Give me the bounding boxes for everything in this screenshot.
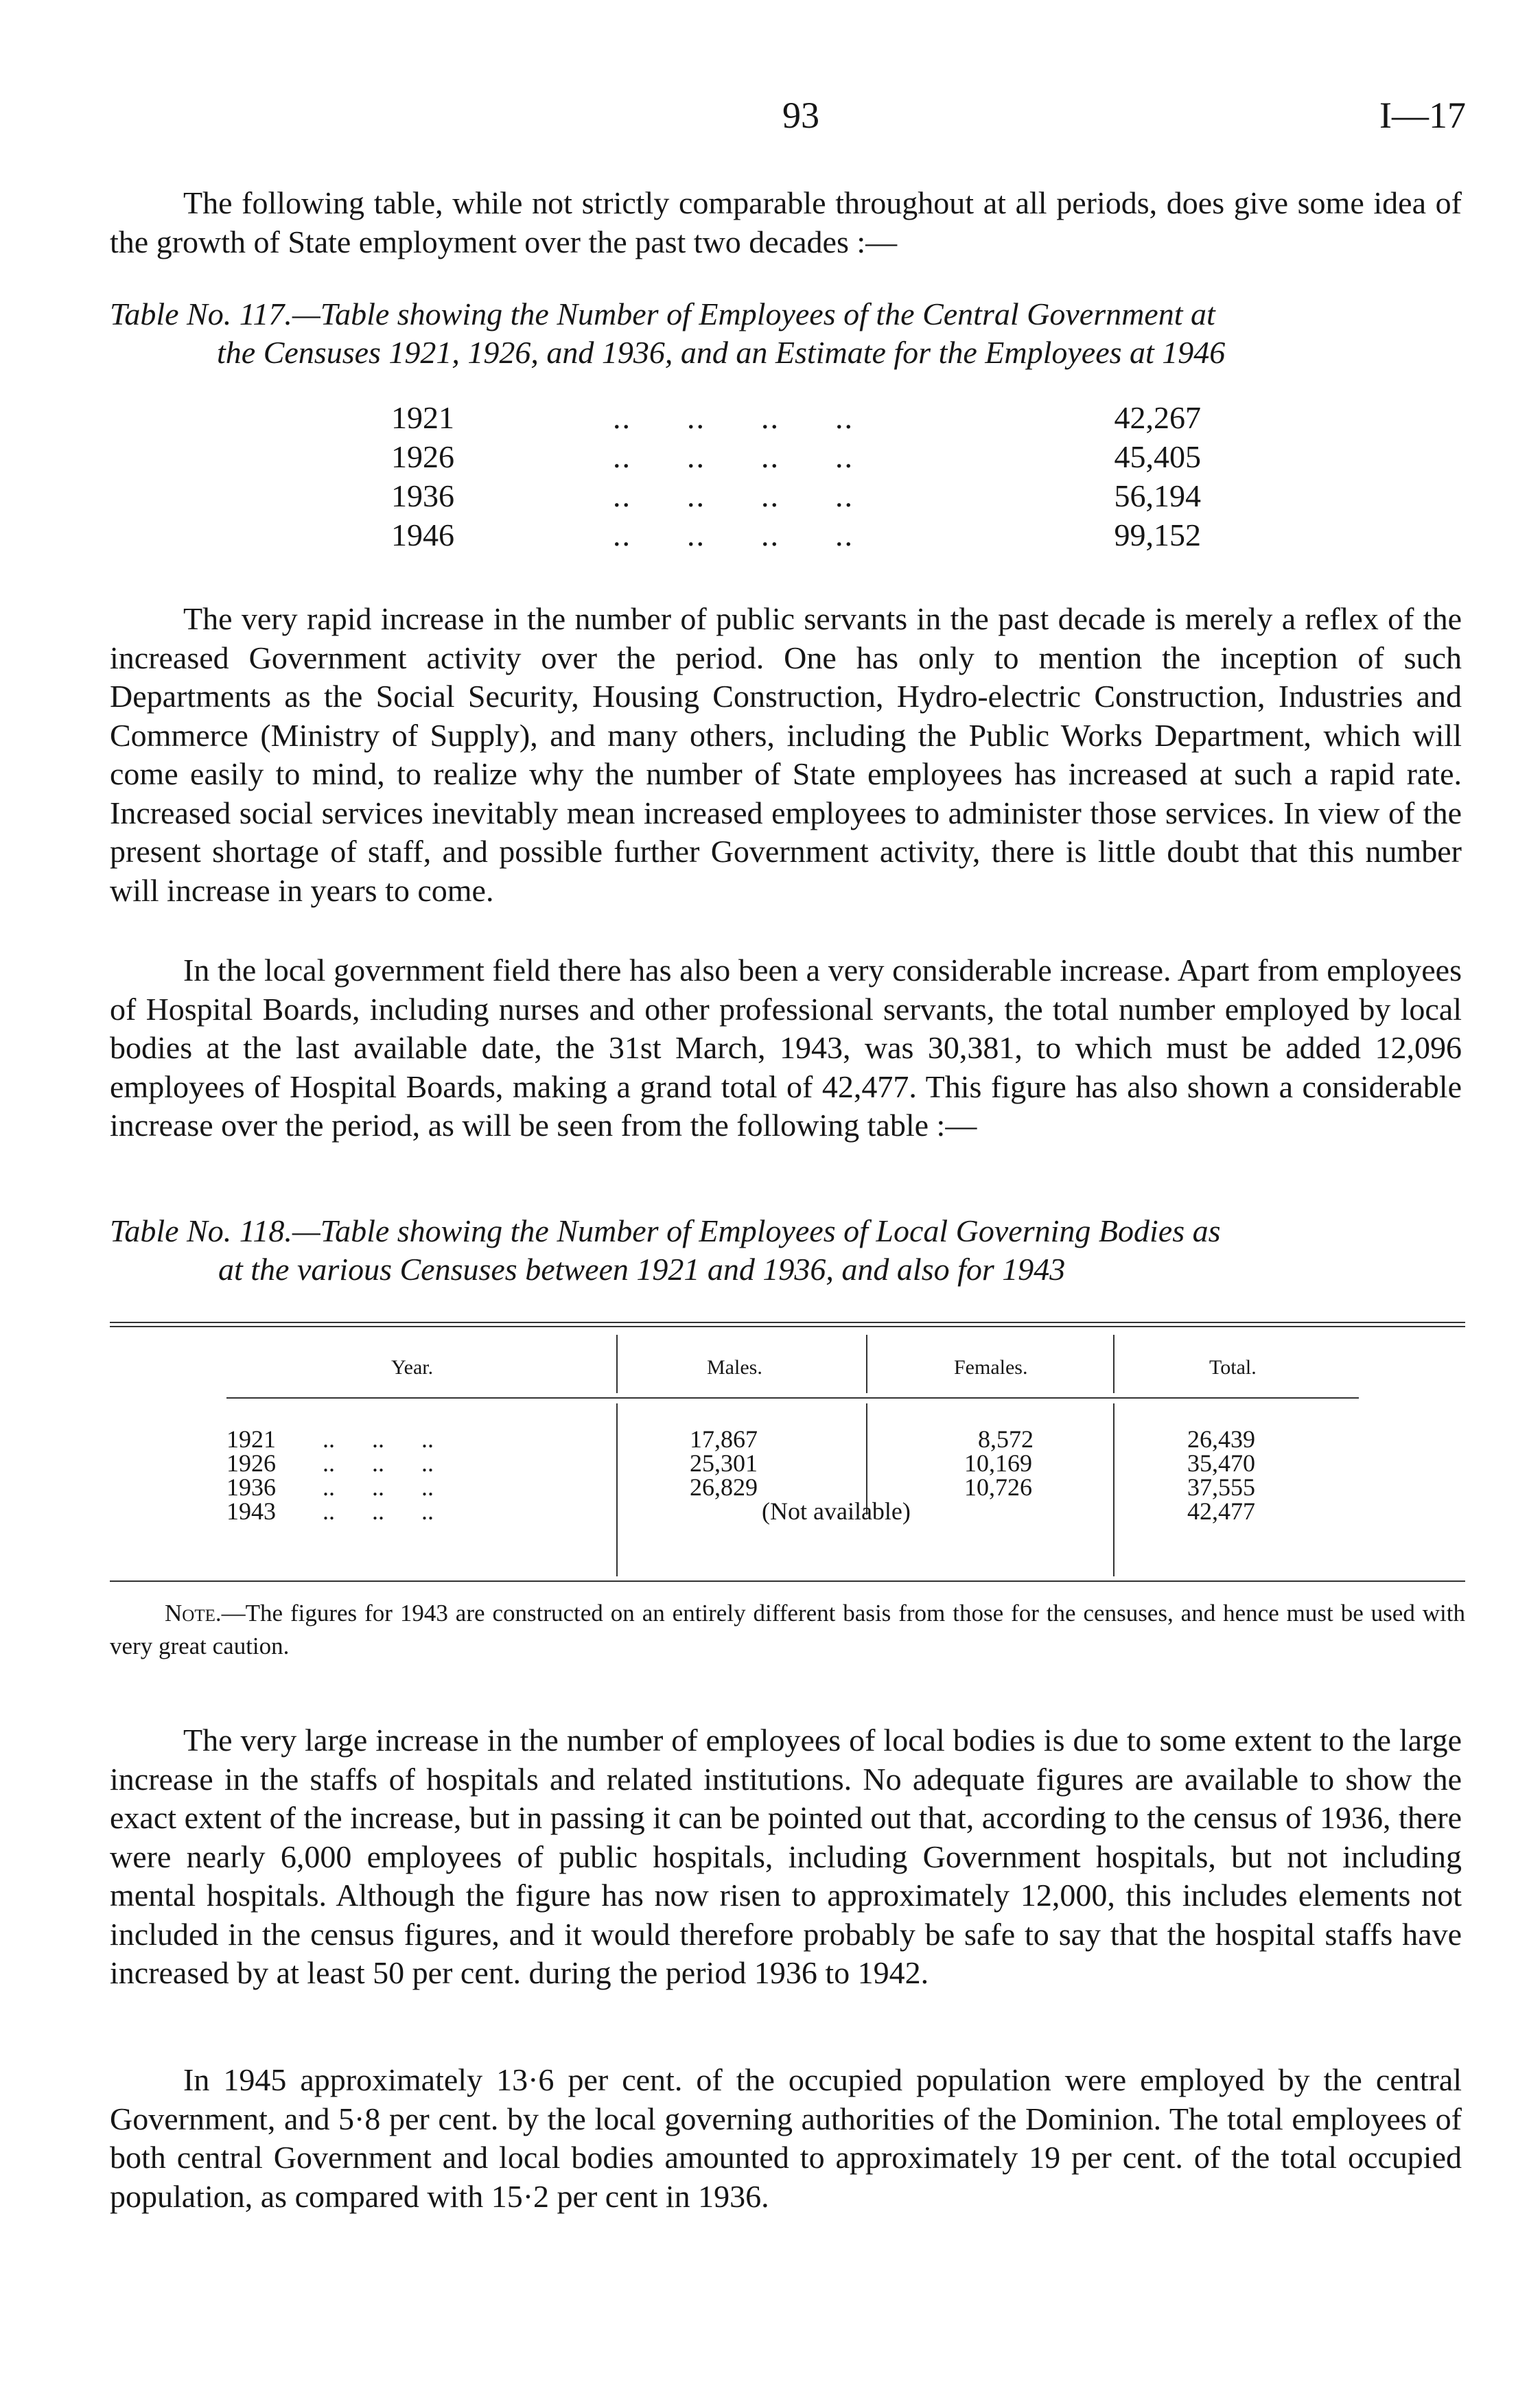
table-117-caption-line2: the Censuses 1921, 1926, and 1936, and an Estimate for the Employees at 1946 <box>217 335 1226 370</box>
table-row <box>391 476 1215 515</box>
table-117 <box>391 398 1215 555</box>
table-118-caption-line2: at the various Censuses between 1921 and 1936, and also for 1943 <box>218 1252 1066 1287</box>
leader-dots: .. .. .. <box>323 1449 434 1477</box>
males-cell: 17,867 <box>690 1425 758 1453</box>
females-cell: 10,169 <box>964 1449 1032 1477</box>
leader-dots: .. .. .. .. <box>613 517 854 552</box>
page-number: 93 <box>782 95 819 136</box>
table-118-caption-line1: Table No. 118.—Table showing the Number of Employees of Local Governing Bodies as <box>110 1213 1221 1248</box>
table-118-caption <box>110 1212 1465 1289</box>
paragraph-local-government: In the local government field there has also been a very considerable increase. Apart from employees of Hospital Boards, including nurses and other professional servants, the total number employed by local bodies at the last available date, the 31st March, 1943, was 30,381, to which must be added 12,096 employees of Hospital Boards, making a grand total of 42,477. This figure has also shown a considerable increase over the period, as will be seen from the following table :— <box>110 953 1462 1143</box>
females-cell: 10,726 <box>964 1473 1032 1501</box>
document-reference: I—17 <box>1379 95 1466 136</box>
year-cell: 1936 <box>226 1473 276 1501</box>
table-117-caption-line1: Table No. 117.—Table showing the Number of Employees of the Central Government at <box>110 296 1215 331</box>
leader-dots: .. .. .. .. <box>613 478 854 513</box>
table-row <box>391 437 1215 476</box>
total-cell: 42,477 <box>1187 1497 1255 1525</box>
value-cell: 99,152 <box>1114 517 1201 552</box>
leader-dots: .. .. .. <box>323 1473 434 1501</box>
year-cell: 1926 <box>226 1449 276 1477</box>
table-row <box>391 398 1215 437</box>
total-cell: 26,439 <box>1187 1425 1255 1453</box>
not-available-cell: (Not available) <box>762 1497 911 1525</box>
leader-dots: .. .. .. .. <box>613 439 854 474</box>
column-divider <box>1113 1403 1115 1576</box>
header-females: Females. <box>954 1356 1028 1379</box>
table-top-rule-double <box>110 1326 1465 1327</box>
males-cell: 26,829 <box>690 1473 758 1501</box>
column-divider <box>1113 1335 1115 1393</box>
year-cell: 1926 <box>391 439 454 474</box>
paragraph-hospital-staff: The very large increase in the number of employees of local bodies is due to some extent to the large increase in the staffs of hospitals and related institutions. No adequate figures are available to show the exact extent of the increase, but in passing it can be pointed out that, according to the census of 1936, there were nearly 6,000 employees of public hospitals, including Government hospitals, but not including mental hospitals. Although the figure has now risen to approximately 12,000, this includes elements not included in the census figures, and it would therefore probably be safe to say that the hospital staffs have increased by at least 50 per cent. during the period 1936 to 1942. <box>110 1723 1462 1990</box>
leader-dots: .. .. .. <box>323 1425 434 1453</box>
intro-paragraph: The following table, while not strictly comparable throughout at all periods, does give some idea of the growth of State employment over the past two decades :— <box>110 185 1462 259</box>
header-males: Males. <box>707 1356 762 1379</box>
year-cell: 1921 <box>391 400 454 435</box>
year-cell: 1943 <box>226 1497 276 1525</box>
total-cell: 37,555 <box>1187 1473 1255 1501</box>
males-cell: 25,301 <box>690 1449 758 1477</box>
year-cell: 1946 <box>391 517 454 552</box>
table-118-note <box>110 1597 1465 1663</box>
leader-dots: .. .. .. <box>323 1497 434 1525</box>
value-cell: 42,267 <box>1114 400 1201 435</box>
paragraph-state-employment: The very rapid increase in the number of public servants in the past decade is merely a reflex of the increased Government activity over the period. One has only to mention the inception of such Departments as the Social Security, Housing Construction, Hydro-electric Construction, Industries and Commerce (Ministry of Supply), and many others, including the Public Works Department, which will come easily to mind, to realize why the number of State employees has increased at such a rapid rate. Increased social services inevitably mean increased employees to administer those services. In view of the present shortage of staff, and possible further Government activity, there is little doubt that this number will increase in years to come. <box>110 601 1462 908</box>
column-divider <box>866 1335 867 1393</box>
paragraph-employment-percentages: In 1945 approximately 13·6 per cent. of the occupied population were employed by the central Government, and 5·8 per cent. by the local governing authorities of the Dominion. The total employees of both central Government and local bodies amounted to approximately 19 per cent. of the total occupied population, as compared with 15·2 per cent in 1936. <box>110 2062 1462 2214</box>
table-top-rule <box>110 1322 1465 1323</box>
header-year: Year. <box>391 1356 434 1379</box>
column-divider <box>616 1403 618 1576</box>
value-cell: 45,405 <box>1114 439 1201 474</box>
table-bottom-rule <box>110 1580 1465 1582</box>
header-total: Total. <box>1209 1356 1257 1379</box>
table-117-caption <box>110 295 1465 372</box>
note-label: Note. <box>165 1600 222 1626</box>
note-text: —The figures for 1943 are constructed on an entirely different basis from those for the censuses, and hence must be used with very great caution. <box>110 1600 1465 1659</box>
column-divider <box>616 1335 618 1393</box>
females-cell: 8,572 <box>978 1425 1034 1453</box>
leader-dots: .. .. .. .. <box>613 400 854 435</box>
table-row <box>391 515 1215 555</box>
header-underline <box>226 1397 1359 1399</box>
value-cell: 56,194 <box>1114 478 1201 513</box>
total-cell: 35,470 <box>1187 1449 1255 1477</box>
year-cell: 1936 <box>391 478 454 513</box>
year-cell: 1921 <box>226 1425 276 1453</box>
